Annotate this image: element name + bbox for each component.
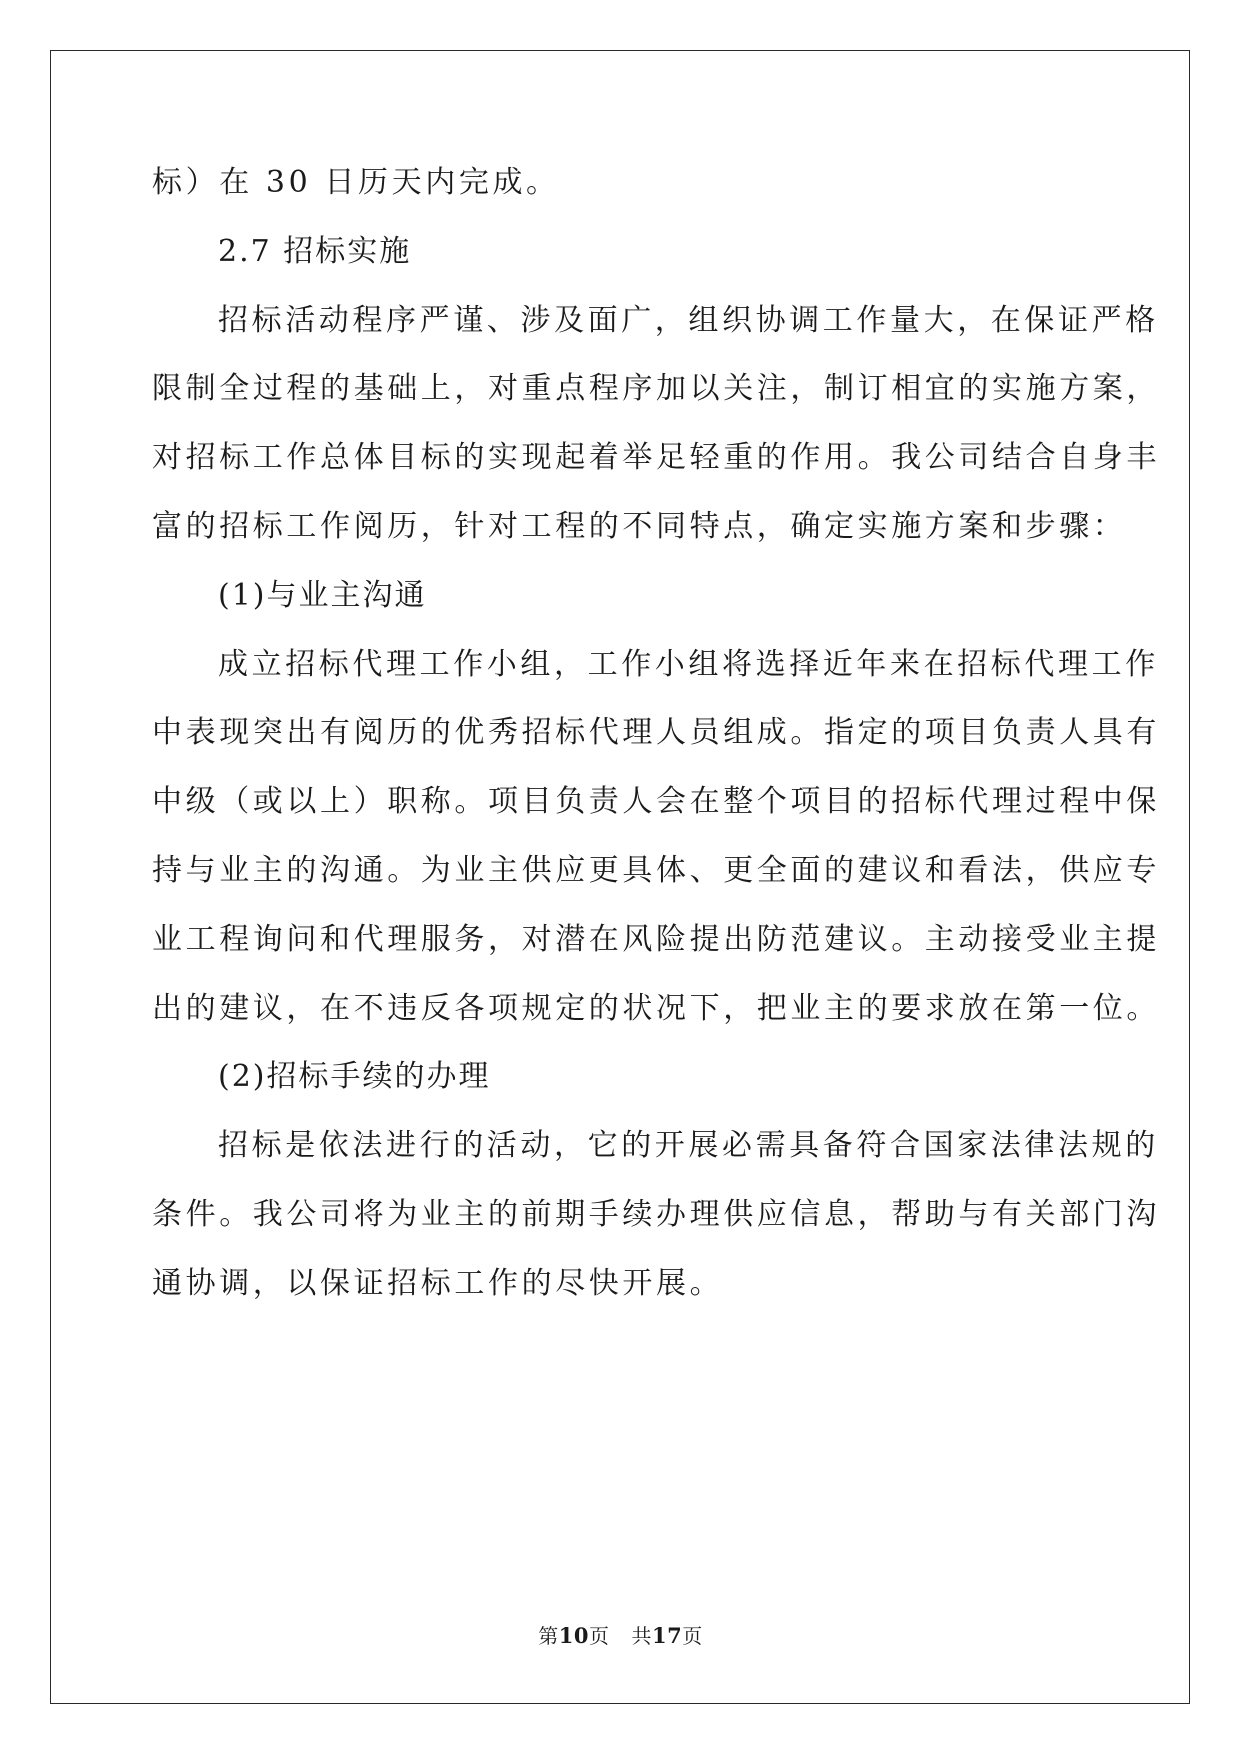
- footer-current-page: 10: [558, 1623, 589, 1648]
- paragraph-line: 对招标工作总体目标的实现起着举足轻重的作用。我公司结合自身丰: [152, 440, 1160, 476]
- paragraph-line: 标）在 30 日历天内完成。: [152, 165, 560, 200]
- section-heading: (1)与业主沟通: [218, 577, 427, 613]
- section-heading: (2)招标手续的办理: [218, 1059, 491, 1095]
- paragraph-line: 持与业主的沟通。为业主供应更具体、更全面的建议和看法，供应专: [152, 852, 1160, 888]
- paragraph-line: 业工程询问和代理服务，对潜在风险提出防范建议。主动接受业主提: [152, 921, 1160, 957]
- footer-total-suffix: 页: [682, 1624, 703, 1648]
- footer-page-prefix: 第: [538, 1624, 559, 1648]
- footer-total-pages: 17: [652, 1623, 683, 1648]
- footer-total-prefix: 共: [631, 1624, 652, 1648]
- footer-page-suffix: 页: [589, 1624, 610, 1648]
- page-footer: [0, 1625, 1241, 1647]
- paragraph-line: 中级（或以上）职称。项目负责人会在整个项目的招标代理过程中保: [152, 784, 1160, 820]
- paragraph-line: 出的建议，在不违反各项规定的状况下，把业主的要求放在第一位。: [152, 990, 1160, 1026]
- section-heading: 2.7 招标实施: [218, 233, 412, 269]
- paragraph-line: 条件。我公司将为业主的前期手续办理供应信息，帮助与有关部门沟: [152, 1196, 1160, 1232]
- paragraph-line: 招标活动程序严谨、涉及面广，组织协调工作量大，在保证严格: [218, 302, 1159, 338]
- paragraph-line: 中表现突出有阅历的优秀招标代理人员组成。指定的项目负责人具有: [152, 715, 1160, 751]
- paragraph-line: 招标是依法进行的活动，它的开展必需具备符合国家法律法规的: [218, 1128, 1159, 1164]
- paragraph-line: 富的招标工作阅历，针对工程的不同特点，确定实施方案和步骤：: [152, 508, 1127, 544]
- paragraph-line: 限制全过程的基础上，对重点程序加以关注，制订相宜的实施方案，: [152, 371, 1160, 407]
- paragraph-line: 成立招标代理工作小组，工作小组将选择近年来在招标代理工作: [218, 646, 1159, 682]
- paragraph-line: 通协调，以保证招标工作的尽快开展。: [152, 1265, 724, 1301]
- document-body: [152, 165, 1160, 1338]
